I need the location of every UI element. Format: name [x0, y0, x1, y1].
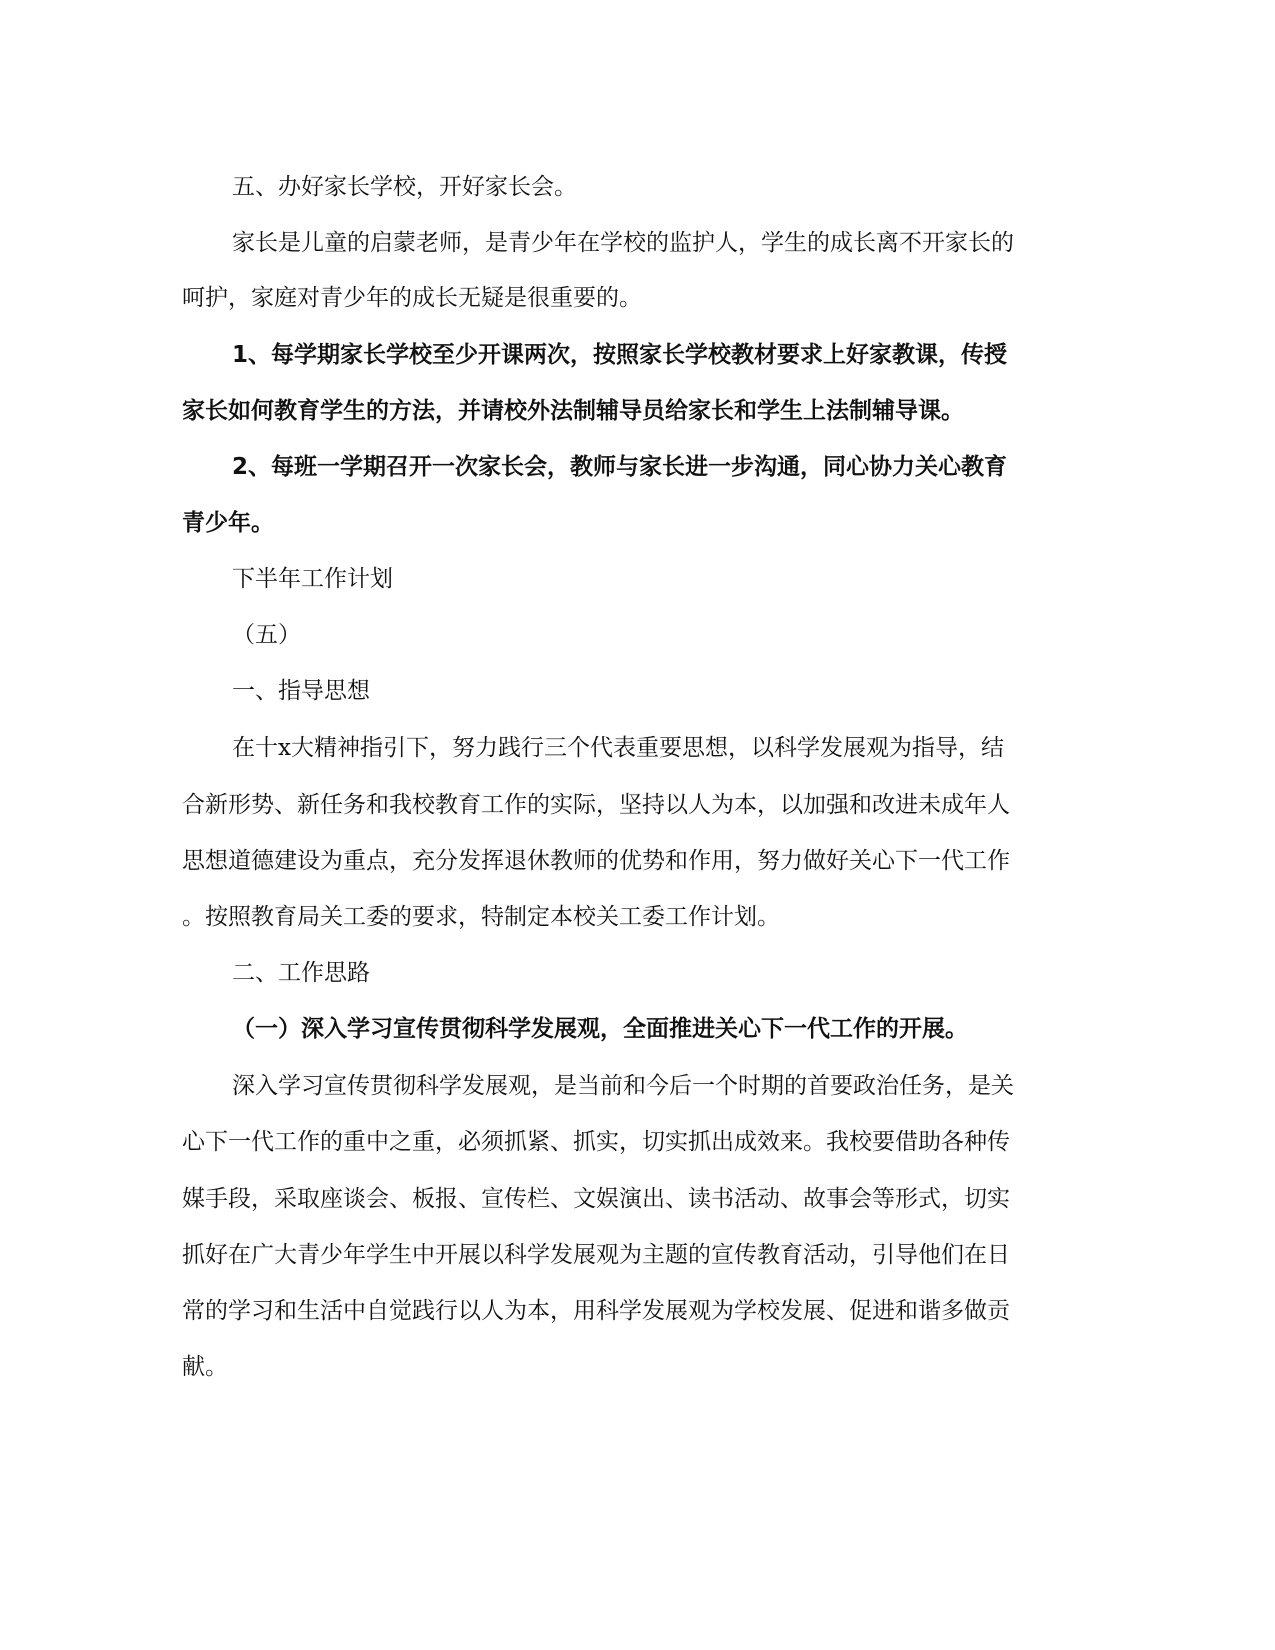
paragraph-line: 合新形势、新任务和我校教育工作的实际，坚持以人为本，以加强和改进未成年人	[182, 792, 1010, 818]
paragraph-line: 抓好在广大青少年学生中开展以科学发展观为主题的宣传教育活动，引导他们在日	[182, 1242, 1010, 1268]
paragraph-line: 思想道德建设为重点，充分发挥退休教师的优势和作用，努力做好关心下一代工作	[182, 848, 1010, 874]
paragraph-line: 在十x大精神指引下，努力践行三个代表重要思想，以科学发展观为指导，结	[232, 735, 1004, 761]
bold-paragraph-line: 1、每学期家长学校至少开课两次，按照家长学校教材要求上好家教课，传授	[232, 342, 1008, 368]
paragraph-line: 心下一代工作的重中之重，必须抓紧、抓实，切实抓出成效来。我校要借助各种传	[182, 1129, 1010, 1155]
paragraph-line: 媒手段，采取座谈会、板报、宣传栏、文娱演出、读书活动、故事会等形式，切实	[182, 1186, 1010, 1212]
section-heading-two: 二、工作思路	[232, 960, 370, 986]
bold-paragraph-line: 2、每班一学期召开一次家长会，教师与家长进一步沟通，同心协力关心教育	[232, 454, 1008, 480]
paragraph-line: 深入学习宣传贯彻科学发展观，是当前和今后一个时期的首要政治任务，是关	[232, 1073, 1014, 1099]
paragraph-line: 常的学习和生活中自觉践行以人为本，用科学发展观为学校发展、促进和谐多做贡	[182, 1298, 1010, 1324]
paragraph-line: 家长是儿童的启蒙老师，是青少年在学校的监护人，学生的成长离不开家长的	[232, 230, 1014, 256]
subsection-heading: （一）深入学习宣传贯彻科学发展观，全面推进关心下一代工作的开展。	[232, 1016, 968, 1042]
section-heading-five: 五、办好家长学校，开好家长会。	[232, 174, 577, 200]
bold-paragraph-line: 家长如何教育学生的方法，并请校外法制辅导员给家长和学生上法制辅导课。	[182, 398, 964, 424]
plan-number: （五）	[232, 622, 301, 648]
paragraph-line: 献。	[182, 1354, 228, 1380]
plan-title: 下半年工作计划	[232, 566, 393, 592]
bold-paragraph-line: 青少年。	[182, 510, 274, 536]
paragraph-line: 。按照教育局关工委的要求，特制定本校关工委工作计划。	[182, 904, 780, 930]
paragraph-line: 呵护，家庭对青少年的成长无疑是很重要的。	[182, 285, 642, 311]
section-heading-one: 一、指导思想	[232, 678, 370, 704]
